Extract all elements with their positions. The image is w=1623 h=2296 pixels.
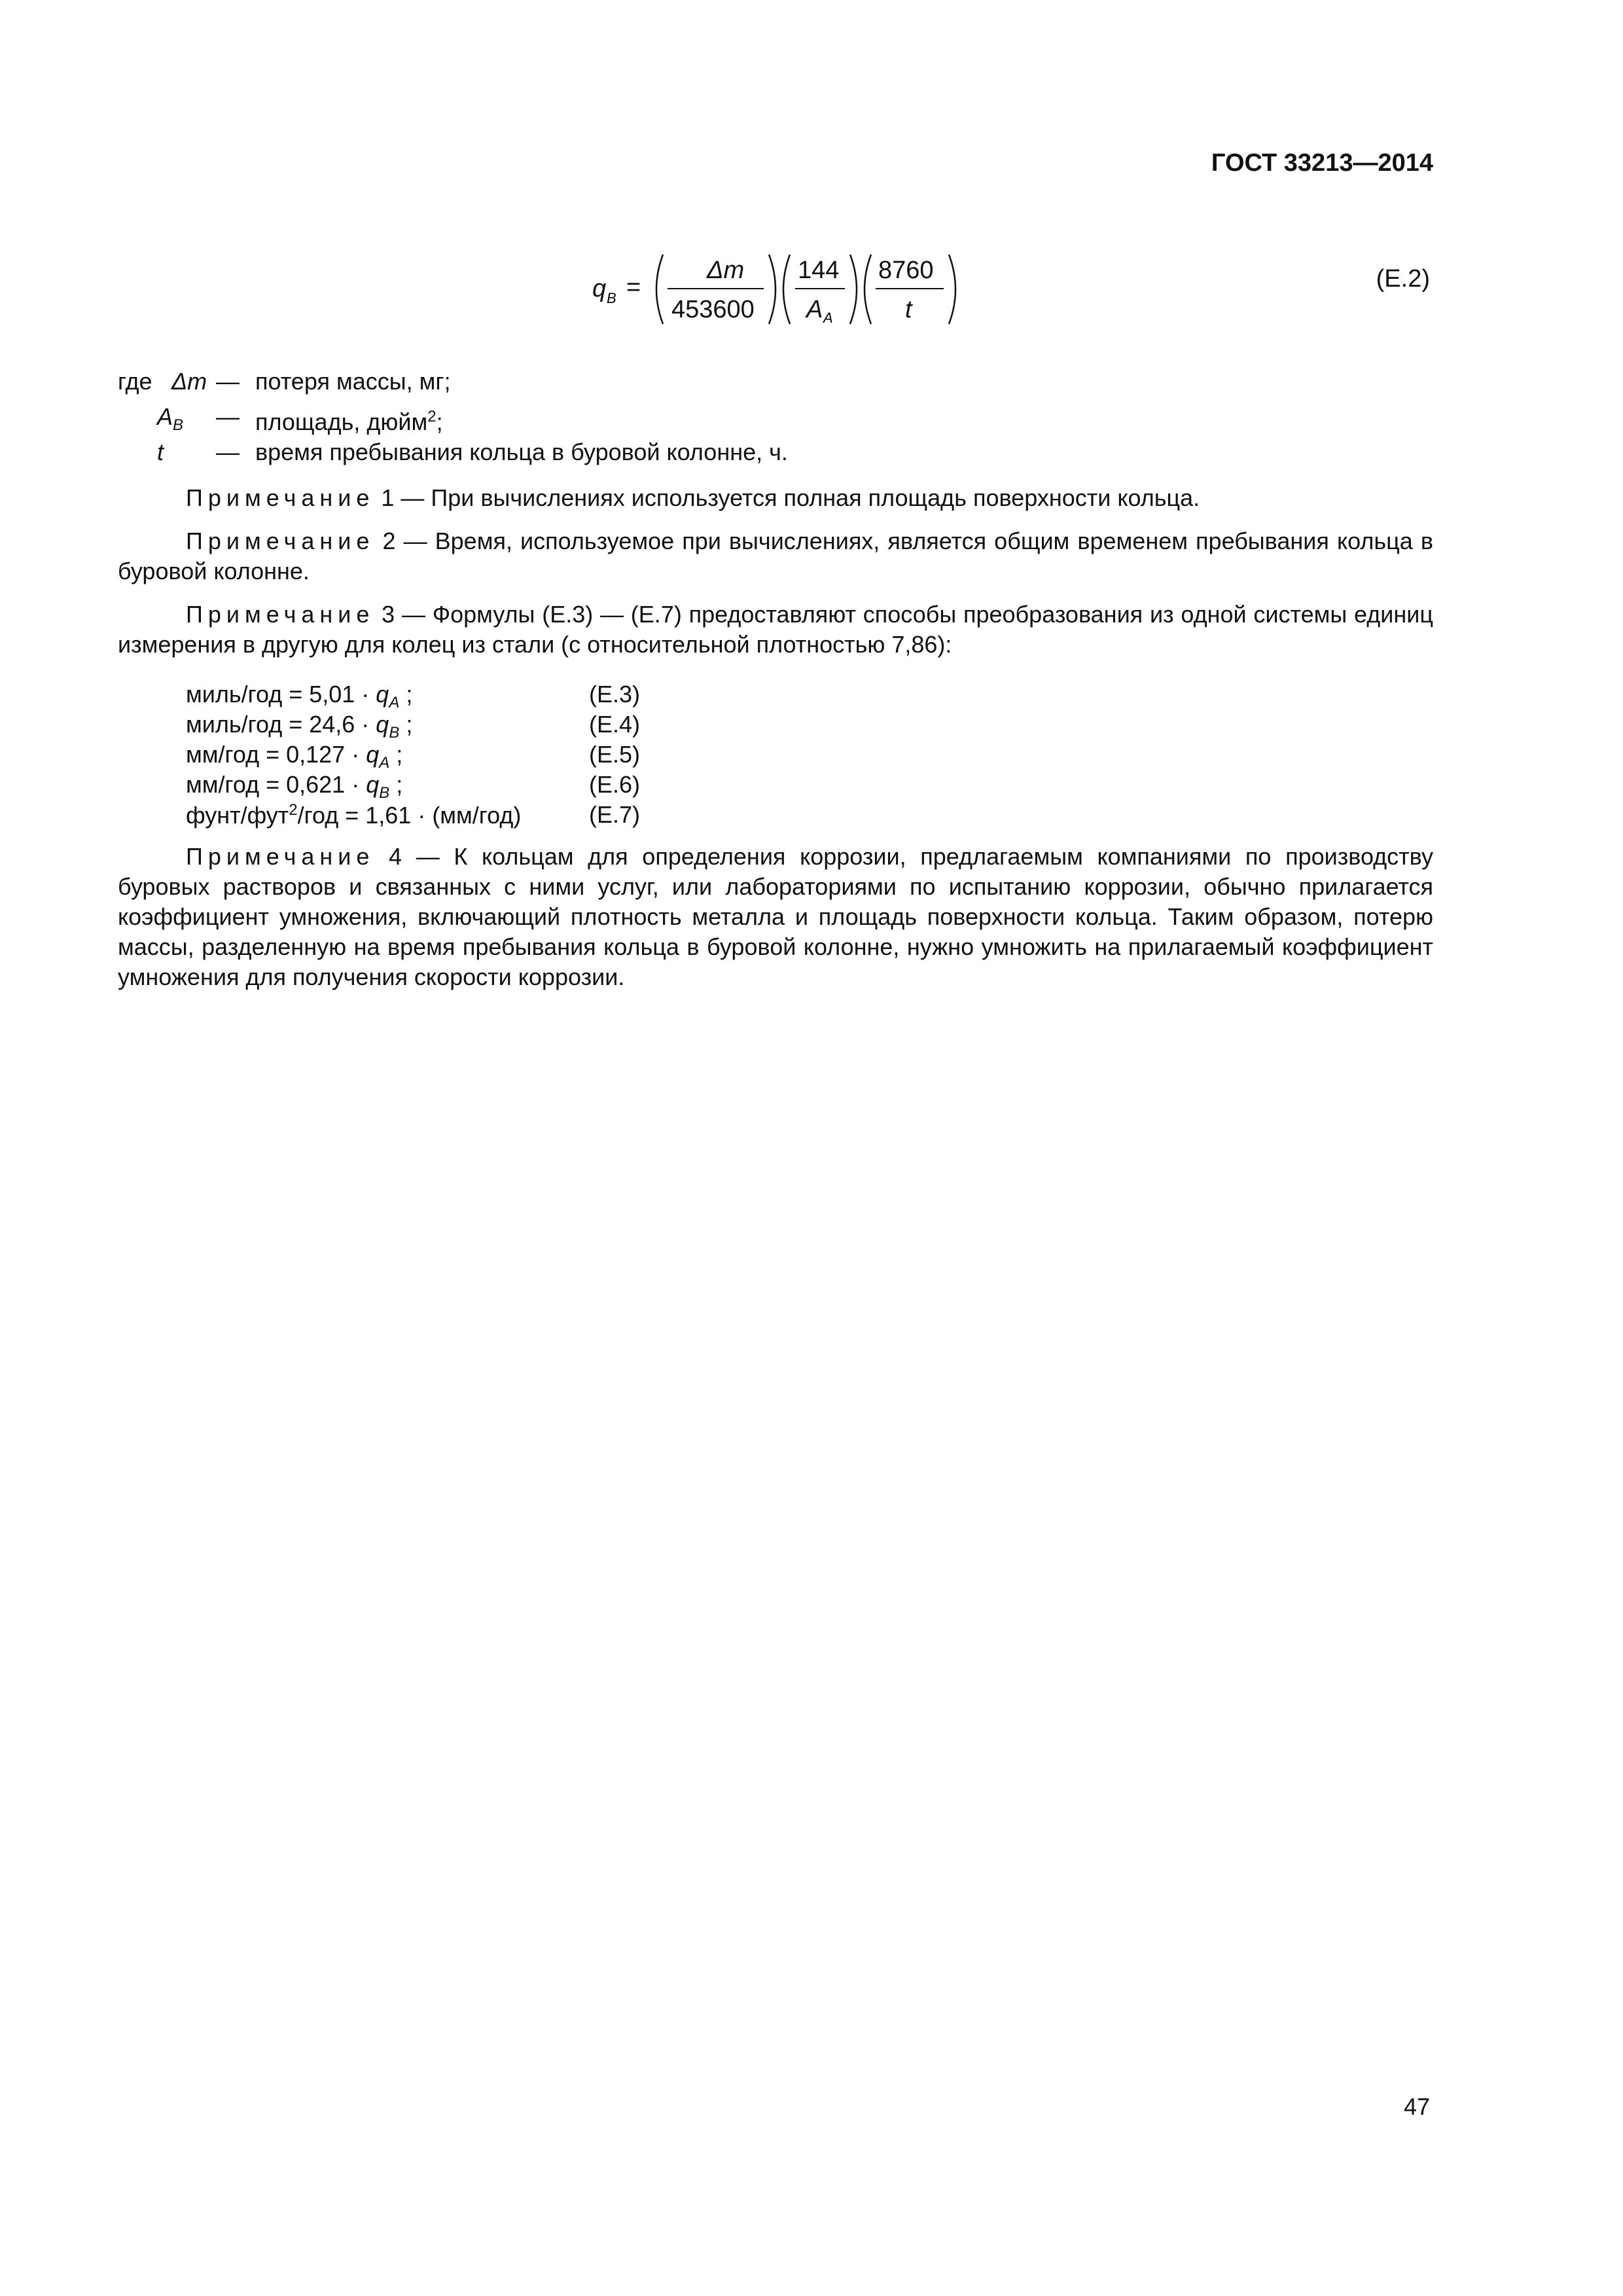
definition-text: потеря массы, мг;	[255, 368, 451, 395]
definition-symbol: Δm	[171, 368, 207, 395]
conversion-number: (E.7)	[589, 801, 641, 828]
conversion-number: (E.6)	[589, 771, 641, 798]
note-label: Примечание	[186, 484, 375, 511]
conversion-formula: миль/год = $5,01 \cdot q_A$ ;	[186, 681, 413, 712]
frac3-numerator: 8760	[878, 257, 934, 284]
frac3-denominator: t	[905, 296, 912, 323]
note-text: 1 — При вычислениях используется полная площадь поверхности кольца.	[374, 484, 1200, 511]
note-text: 4 — К кольцам для определения коррозии, предлагаемым компаниями по производству буровых растворов и связанных с ними услуг, или лабораториями по испытанию коррозии, обычно прилагается коэффициент умножения, включающий плотность металла и площадь поверхности кольца. Таким образом, потерю массы, разделенную на время пребывания кольца в буровой колонне, нужно умножить на прилагаемый коэффициент умножения для получения скорости коррозии.	[118, 843, 1433, 990]
conversion-formula: $мм/год = 0,127 \cdot q_A$ ;	[186, 741, 403, 772]
note-label: Примечание	[186, 843, 375, 870]
conversion-number: (E.5)	[589, 741, 641, 768]
eq-equals: =	[626, 274, 641, 301]
conversion-number: (E.3)	[589, 681, 641, 708]
definition-text: площадь, дюйм$^2$;	[255, 408, 443, 435]
conversion-number: (E.4)	[589, 711, 641, 738]
eq-lhs: q	[592, 275, 607, 302]
equation-number-e2: (E.2)	[1376, 265, 1430, 293]
note-4	[118, 842, 1433, 992]
definition-row	[118, 402, 1433, 437]
definition-symbol: t	[157, 439, 164, 465]
note-3	[118, 600, 1433, 660]
frac1-denominator: 453600	[671, 296, 755, 323]
note-2	[118, 526, 1433, 586]
definition-symbol: $A_B$	[157, 403, 184, 435]
frac2-numerator: 144	[798, 257, 840, 284]
where-intro: где	[118, 368, 152, 395]
paren-left-1	[656, 255, 663, 324]
definition-dash: —	[216, 439, 240, 465]
equation-e2	[592, 252, 1050, 327]
conversion-formula: миль/год = $24,6 \cdot q_B$ ;	[186, 711, 413, 742]
document-id: ГОСТ 33213—2014	[1211, 149, 1433, 177]
frac1-numerator: Δm	[707, 257, 745, 284]
definition-row	[118, 367, 1433, 402]
note-label: Примечание	[186, 528, 375, 554]
conversion-formula: $мм/год = 0,621 \cdot q_B$ ;	[186, 771, 403, 802]
note-1	[118, 483, 1433, 513]
definition-text: время пребывания кольца в буровой колонне, ч.	[255, 439, 788, 465]
symbol-definitions	[118, 367, 1433, 473]
definition-dash: —	[216, 368, 240, 395]
paren-left-3	[865, 255, 871, 324]
eq-lhs-sub: B	[607, 290, 616, 306]
frac2-denominator-sub: A	[823, 310, 833, 326]
note-label: Примечание	[186, 601, 375, 628]
paren-right-1	[769, 255, 776, 324]
page-number: 47	[1403, 2093, 1430, 2120]
definition-row	[118, 437, 1433, 473]
paren-right-3	[949, 255, 955, 324]
note-text: 2 — Время, используемое при вычислениях, является общим временем пребывания кольца в буровой колонне.	[118, 528, 1433, 584]
paren-right-2	[850, 255, 857, 324]
note-text: 3 — Формулы (E.3) — (E.7) предоставляют способы преобразования из одной системы единиц измерения в другую для колец из стали (с относительной плотностью 7,86):	[118, 601, 1433, 658]
definition-dash: —	[216, 403, 240, 430]
frac2-denominator: A	[806, 296, 823, 323]
paren-left-2	[783, 255, 790, 324]
conversion-formula: фунт/фут$^2$/год = 1,61 · (мм/год)	[186, 801, 522, 829]
